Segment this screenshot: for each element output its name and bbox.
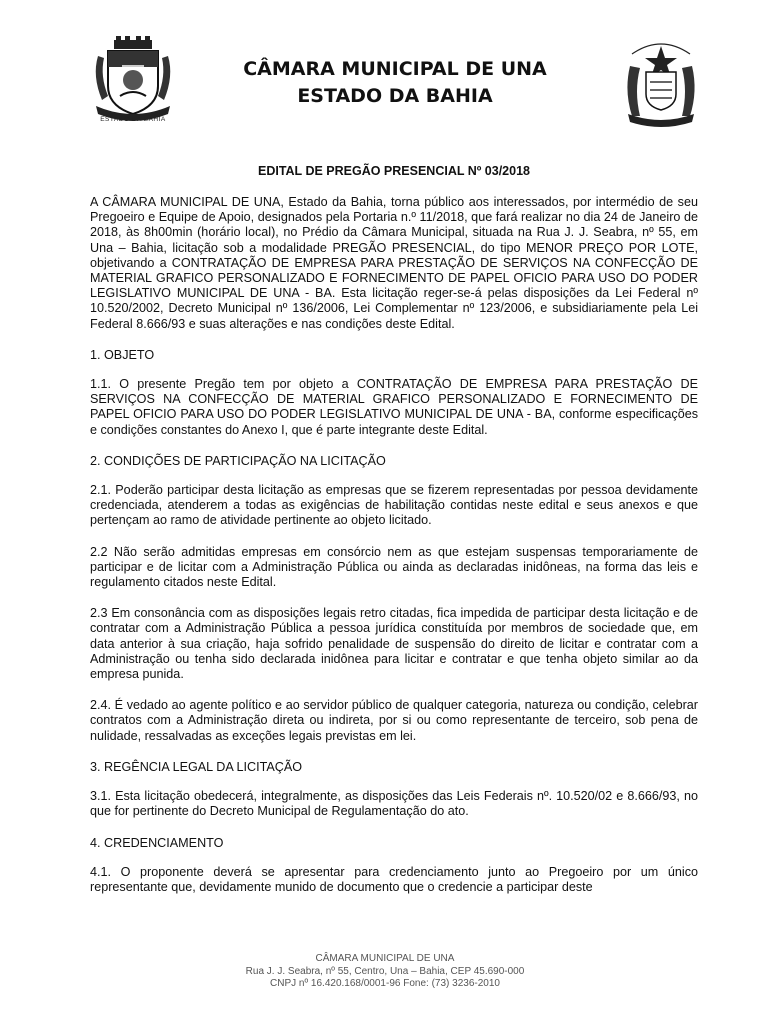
paragraph: 2.1. Poderão participar desta licitação as empresas que se fizerem representadas por pessoa devidamente credenciada, atenderem a todas as exigências de habilitação contidas neste edital e seus anexos e que pertençam ao ramo de atividade pertinente ao objeto licitado. [90,483,698,528]
section-heading: 1. OBJETO [90,347,155,362]
footer-line-1: CÂMARA MUNICIPAL DE UNA [315,953,455,964]
document-body [90,195,698,911]
paragraph: 3.1. Esta licitação obedecerá, integralmente, as disposições das Leis Federais nº. 10.520/02 e 8.666/93, no que for pertinente do Decreto Municipal de Regulamentação do ato. [90,789,698,819]
section-heading: 4. CREDENCIAMENTO [90,835,224,850]
paragraph: 1.1. O presente Pregão tem por objeto a CONTRATAÇÃO DE EMPRESA PARA PRESTAÇÃO DE SERVIÇOS NA CONFECÇÃO DE MATERIAL GRAFICO PERSONALIZADO E FORNECIMENTO DE PAPEL OFICIO PARA USO DO PODER LEGISLATIVO MUNICIPAL DE UNA - BA, conforme especificações e condições constantes do Anexo I, que é parte integrante deste Edital. [90,377,698,437]
heading-line-1: CÂMARA MUNICIPAL DE UNA [243,58,547,80]
intro-paragraph: A CÂMARA MUNICIPAL DE UNA, Estado da Bahia, torna público aos interessados, por intermédio de seu Pregoeiro e Equipe de Apoio, designados pela Portaria n.º 11/2018, que fará realizar no dia 24 de Janeiro de 2018, às 8h00min (horário local), no Prédio da Câmara Municipal, situada na Rua J. J. Seabra, nº 55, em Una – Bahia, licitação sob a modalidade PREGÃO PRESENCIAL, do tipo MENOR PREÇO POR LOTE, objetivando a CONTRATAÇÃO DE EMPRESA PARA PRESTAÇÃO DE SERVIÇOS NA CONFECÇÃO DE MATERIAL GRAFICO PERSONALIZADO E FORNECIMENTO DE PAPEL OFICIO PARA USO DO PODER LEGISLATIVO MUNICIPAL DE UNA - BA. Esta licitação reger-se-á pelas disposições da Lei Federal nº 10.520/2002, Decreto Municipal nº 136/2006, Lei Complementar nº 123/2006, e subsidiariamente pela Lei Federal 8.666/93 e suas alterações e nas condições deste Edital. [90,195,698,331]
municipal-coat-of-arms-logo [92,36,174,124]
document-title: EDITAL DE PREGÃO PRESENCIAL Nº 03/2018 [257,164,530,178]
section-heading: 2. CONDIÇÕES DE PARTICIPAÇÃO NA LICITAÇÃO [90,453,386,468]
paragraph: 2.4. É vedado ao agente político e ao servidor público de qualquer categoria, natureza ou condição, celebrar contratos com a Administração direta ou indireta, por si ou como representante de terceiro, sob pena de nulidade, ressalvadas as exceções legais previstas em lei. [90,698,698,743]
heading-line-2: ESTADO DA BAHIA [297,85,493,107]
footer-line-2: Rua J. J. Seabra, nº 55, Centro, Una – Bahia, CEP 45.690-000 [245,965,525,977]
left-logo-caption: ESTADO DA BAHIA [100,116,166,123]
paragraph: 4.1. O proponente deverá se apresentar para credenciamento junto ao Pregoeiro por um único representante que, devidamente munido de documento que o credencie a participar deste [90,864,698,894]
page-footer [200,953,570,991]
bahia-state-coat-of-arms-logo [622,36,700,128]
paragraph: 2.3 Em consonância com as disposições legais retro citadas, fica impedida de participar desta licitação e de contratar com a Administração Pública a pessoa jurídica constituída por membros de sociedade que, em data anterior à sua criação, haja sofrido penalidade de suspensão do direito de licitar e contratar com a Administração ou tenha sido declarada inidônea para licitar e contratar e que tenha objeto similar ao da empresa punida. [90,606,698,682]
page-heading [170,56,620,110]
section-heading: 3. REGÊNCIA LEGAL DA LICITAÇÃO [90,759,303,774]
paragraph: 2.2 Não serão admitidas empresas em consórcio nem as que estejam suspensas temporariamente de participar e de licitar com a Administração Pública ou ainda as declaradas inidôneas, na forma das leis e regulamento citados neste Edital. [90,544,698,590]
footer-line-3: CNPJ nº 16.420.168/0001-96 Fone: (73) 3236-2010 [270,978,500,989]
